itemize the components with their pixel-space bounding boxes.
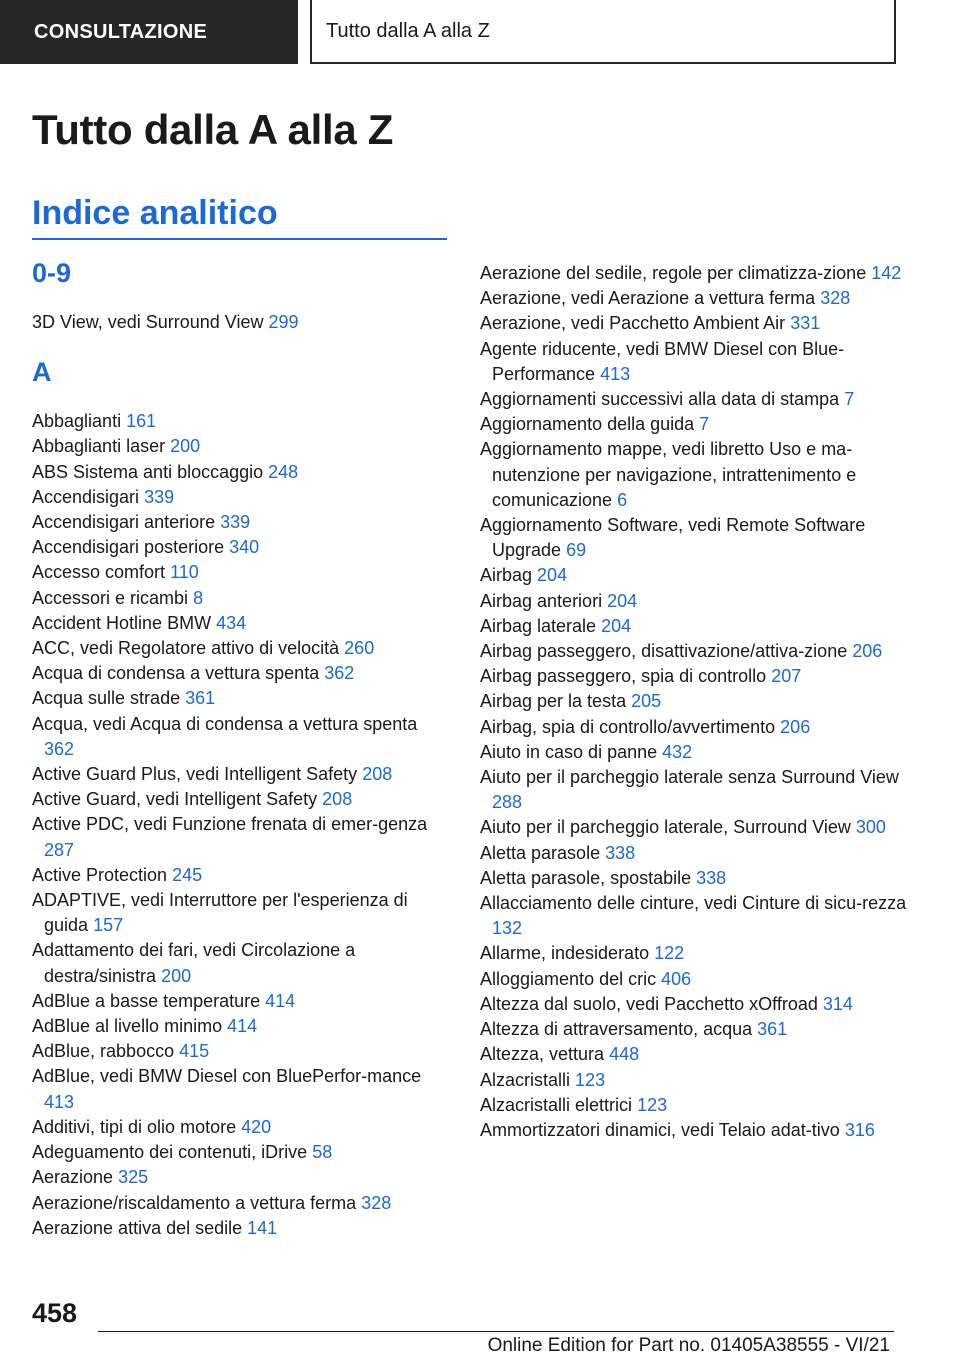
index-entry bbox=[480, 1093, 920, 1118]
page-reference-link[interactable]: 110 bbox=[170, 562, 199, 583]
index-entry-text: Active Guard Plus, vedi Intelligent Safety bbox=[32, 764, 358, 785]
index-entry bbox=[32, 535, 452, 560]
index-entry bbox=[480, 1068, 920, 1093]
index-entry-text: Active Protection bbox=[32, 864, 168, 885]
index-entry bbox=[480, 286, 920, 311]
index-entry-text: 3D View, vedi Surround View bbox=[32, 312, 264, 332]
index-entry bbox=[32, 1191, 452, 1216]
page-reference-link[interactable]: 287 bbox=[44, 839, 75, 860]
page-reference-link[interactable]: 69 bbox=[566, 540, 587, 561]
edition-text: Online Edition for Part no. 01405A38555 - VI/21 bbox=[487, 1335, 890, 1356]
page-reference-link[interactable]: 362 bbox=[44, 738, 75, 759]
index-entry bbox=[480, 513, 920, 563]
page-reference-link[interactable]: 248 bbox=[268, 461, 299, 482]
page-reference-link[interactable]: 132 bbox=[492, 918, 523, 939]
index-letter-heading: 0-9 bbox=[32, 258, 72, 288]
index-entry bbox=[32, 1014, 452, 1039]
index-entry-text: Aerazione bbox=[32, 1167, 114, 1188]
index-entry bbox=[32, 409, 452, 434]
index-entry bbox=[480, 639, 920, 664]
index-entry-text: Altezza di attraversamento, acqua bbox=[480, 1019, 753, 1040]
chapter-label: Tutto dalla A alla Z bbox=[326, 19, 490, 42]
index-entry-text: Aiuto in caso di panne bbox=[480, 741, 658, 762]
index-column-right bbox=[480, 261, 920, 1143]
index-entry bbox=[32, 1115, 452, 1140]
page-reference-link[interactable]: 300 bbox=[855, 817, 886, 838]
index-entry bbox=[480, 437, 920, 513]
index-entry-text: Airbag, spia di controllo/avvertimento bbox=[480, 716, 776, 737]
page-reference-link[interactable]: 208 bbox=[322, 789, 353, 810]
index-entry-text: Acqua di condensa a vettura spenta bbox=[32, 663, 320, 684]
index-entry-text: Airbag bbox=[480, 565, 533, 586]
index-entry-text: Aggiornamento Software, vedi Remote Software Upgrade bbox=[480, 515, 866, 561]
index-entry bbox=[480, 1118, 920, 1143]
index-entry-text: Active PDC, vedi Funzione frenata di emer‐genza bbox=[32, 814, 428, 835]
page-reference-link[interactable]: 361 bbox=[757, 1019, 788, 1040]
index-entry bbox=[32, 787, 452, 812]
index-entry bbox=[32, 1039, 452, 1064]
page-header bbox=[0, 0, 960, 66]
index-column-left bbox=[32, 258, 452, 1241]
index-entry-text: Aletta parasole, spostabile bbox=[480, 867, 692, 888]
index-entry bbox=[480, 664, 920, 689]
index-letter-heading: A bbox=[32, 357, 52, 388]
index-entry-text: Accident Hotline BMW bbox=[32, 612, 212, 633]
index-entry-text: Alloggiamento del cric bbox=[480, 968, 657, 989]
page-reference-link[interactable]: 245 bbox=[172, 864, 203, 885]
page-reference-link[interactable]: 7 bbox=[844, 389, 855, 410]
index-entry-text: Accendisigari bbox=[32, 486, 140, 507]
index-entry bbox=[480, 337, 920, 387]
index-entry bbox=[480, 563, 920, 588]
page-reference-link[interactable]: 299 bbox=[268, 312, 299, 332]
index-entry-text: Aiuto per il parcheggio laterale, Surround View bbox=[480, 817, 851, 838]
page-reference-link[interactable]: 206 bbox=[852, 641, 883, 662]
index-entry bbox=[32, 762, 452, 787]
page-reference-link[interactable]: 338 bbox=[696, 867, 727, 888]
index-entry-text: AdBlue a basse temperature bbox=[32, 990, 261, 1011]
index-entry bbox=[32, 1165, 452, 1190]
index-entry-text: Aiuto per il parcheggio laterale senza Surround View bbox=[480, 767, 899, 788]
page-reference-link[interactable]: 157 bbox=[93, 915, 124, 936]
page-reference-link[interactable]: 208 bbox=[362, 764, 393, 785]
index-entry-text: Aerazione, vedi Pacchetto Ambient Air bbox=[480, 313, 786, 334]
index-entry-text: Aerazione attiva del sedile bbox=[32, 1217, 243, 1238]
index-entry bbox=[480, 841, 920, 866]
index-entry bbox=[480, 589, 920, 614]
index-entry-text: Active Guard, vedi Intelligent Safety bbox=[32, 789, 318, 810]
index-entry-text: Alzacristalli elettrici bbox=[480, 1094, 633, 1115]
page-reference-link[interactable]: 288 bbox=[492, 792, 523, 813]
page-reference-link[interactable]: 161 bbox=[126, 411, 157, 432]
page-reference-link[interactable]: 434 bbox=[216, 612, 247, 633]
page-reference-link[interactable]: 362 bbox=[324, 663, 355, 684]
page-reference-link[interactable]: 328 bbox=[361, 1192, 392, 1213]
section-label: CONSULTAZIONE bbox=[34, 20, 208, 43]
page-reference-link[interactable]: 338 bbox=[605, 842, 636, 863]
index-entry bbox=[32, 434, 452, 459]
page-reference-link[interactable]: 58 bbox=[312, 1142, 333, 1163]
page-reference-link[interactable]: 142 bbox=[871, 263, 902, 283]
index-entry-text: Altezza, vettura bbox=[480, 1044, 605, 1065]
page-reference-link[interactable]: 325 bbox=[118, 1167, 149, 1188]
index-entry-text: Abbaglianti bbox=[32, 411, 122, 432]
page-reference-link[interactable]: 123 bbox=[637, 1094, 668, 1115]
index-entry-text: Airbag passeggero, disattivazione/attiva‐zione bbox=[480, 641, 848, 662]
page-reference-link[interactable]: 316 bbox=[844, 1119, 875, 1140]
index-entry-text: Accendisigari anteriore bbox=[32, 512, 216, 533]
page-reference-link[interactable]: 420 bbox=[241, 1116, 272, 1137]
index-entry bbox=[32, 661, 452, 686]
page-reference-link[interactable]: 339 bbox=[144, 486, 175, 507]
page-reference-link[interactable]: 415 bbox=[179, 1041, 210, 1062]
index-entry-text: Aggiornamento mappe, vedi libretto Uso e ma‐nutenzione per navigazione, intrattenimento e comunicazione bbox=[480, 439, 857, 510]
page-reference-link[interactable]: 339 bbox=[220, 512, 251, 533]
index-entry bbox=[480, 1017, 920, 1042]
page-number: 458 bbox=[32, 1298, 78, 1328]
index-entry-text: Agente riducente, vedi BMW Diesel con Blue‐Performance bbox=[480, 338, 845, 384]
index-entry-text: Acqua sulle strade bbox=[32, 688, 181, 709]
index-entry bbox=[480, 941, 920, 966]
page-reference-link[interactable]: 448 bbox=[609, 1044, 640, 1065]
index-entry bbox=[32, 989, 452, 1014]
page-reference-link[interactable]: 413 bbox=[600, 363, 631, 384]
index-entry-text: AdBlue, rabbocco bbox=[32, 1041, 175, 1062]
page-reference-link[interactable]: 7 bbox=[699, 414, 710, 435]
index-entry bbox=[32, 812, 452, 862]
index-entry bbox=[480, 891, 920, 941]
index-entry bbox=[32, 310, 452, 335]
index-entry-text: Abbaglianti laser bbox=[32, 436, 166, 457]
page-reference-link[interactable]: 6 bbox=[617, 489, 628, 510]
index-entry bbox=[480, 387, 920, 412]
index-entry bbox=[32, 1216, 452, 1241]
footer-divider bbox=[98, 1331, 894, 1332]
index-entry-text: Allarme, indesiderato bbox=[480, 943, 650, 964]
page-reference-link[interactable]: 314 bbox=[822, 993, 853, 1014]
index-entry-text: Airbag anteriori bbox=[480, 590, 603, 611]
index-entry bbox=[480, 614, 920, 639]
section-subtitle: Indice analitico bbox=[32, 194, 278, 232]
page-reference-link[interactable]: 141 bbox=[247, 1217, 278, 1238]
index-entry-text: Aggiornamento della guida bbox=[480, 414, 695, 435]
page-reference-link[interactable]: 207 bbox=[771, 666, 802, 687]
index-entry-text: Aerazione/riscaldamento a vettura ferma bbox=[32, 1192, 357, 1213]
page-reference-link[interactable]: 414 bbox=[265, 990, 296, 1011]
page-reference-link[interactable]: 206 bbox=[780, 716, 811, 737]
page-reference-link[interactable]: 361 bbox=[185, 688, 216, 709]
index-entry bbox=[32, 460, 452, 485]
index-entry bbox=[32, 636, 452, 661]
index-entry bbox=[32, 1140, 452, 1165]
page-title: Tutto dalla A alla Z bbox=[32, 106, 394, 153]
index-entry-text: ACC, vedi Regolatore attivo di velocità bbox=[32, 638, 340, 659]
index-entry-text: Accesso comfort bbox=[32, 562, 166, 583]
subtitle-divider bbox=[32, 238, 447, 240]
index-entry-text: Aerazione, vedi Aerazione a vettura ferma bbox=[480, 288, 816, 309]
index-entry bbox=[32, 712, 452, 762]
index-entry-text: Accessori e ricambi bbox=[32, 587, 189, 608]
index-entry-text: Airbag per la testa bbox=[480, 691, 627, 712]
page-reference-link[interactable]: 432 bbox=[662, 741, 693, 762]
index-entry-text: Adeguamento dei contenuti, iDrive bbox=[32, 1142, 308, 1163]
page-reference-link[interactable]: 413 bbox=[44, 1091, 75, 1112]
index-entry bbox=[32, 938, 452, 988]
index-entry bbox=[480, 689, 920, 714]
index-entry-text: Acqua, vedi Acqua di condensa a vettura spenta bbox=[32, 713, 418, 734]
index-entry-text: AdBlue al livello minimo bbox=[32, 1016, 223, 1037]
index-entry-text: ADAPTIVE, vedi Interruttore per l'esperienza di guida bbox=[32, 890, 408, 936]
index-entry-text: Adattamento dei fari, vedi Circolazione a destra/sinistra bbox=[32, 940, 356, 986]
page-reference-link[interactable]: 200 bbox=[161, 965, 192, 986]
index-entry bbox=[32, 611, 452, 636]
index-entry bbox=[480, 815, 920, 840]
index-entry-text: Ammortizzatori dinamici, vedi Telaio adat‐tivo bbox=[480, 1119, 840, 1140]
index-entry bbox=[480, 715, 920, 740]
page-reference-link[interactable]: 204 bbox=[601, 615, 632, 636]
index-entry-text: Allacciamento delle cinture, vedi Cinture di sicu‐rezza bbox=[480, 893, 907, 914]
index-entry-text: Alzacristalli bbox=[480, 1069, 571, 1090]
index-entry-text: Altezza dal suolo, vedi Pacchetto xOffroad bbox=[480, 993, 818, 1014]
index-entry bbox=[32, 510, 452, 535]
index-entry-text: Additivi, tipi di olio motore bbox=[32, 1116, 237, 1137]
index-entry bbox=[480, 1042, 920, 1067]
index-entry bbox=[32, 560, 452, 585]
page-reference-link[interactable]: 414 bbox=[227, 1016, 258, 1037]
index-entry bbox=[480, 765, 920, 815]
index-entry bbox=[32, 888, 452, 938]
page-reference-link[interactable]: 204 bbox=[537, 565, 568, 586]
index-entry bbox=[480, 967, 920, 992]
index-entry-text: Aerazione del sedile, regole per climatizza‐zione bbox=[480, 263, 867, 283]
index-entry bbox=[480, 992, 920, 1017]
index-entry bbox=[32, 586, 452, 611]
index-entry bbox=[480, 866, 920, 891]
page-reference-link[interactable]: 122 bbox=[654, 943, 685, 964]
index-entry bbox=[480, 261, 920, 286]
page-reference-link[interactable]: 204 bbox=[607, 590, 638, 611]
chapter-tab bbox=[310, 0, 896, 64]
section-tab bbox=[0, 0, 298, 64]
index-entry-text: Airbag passeggero, spia di controllo bbox=[480, 666, 767, 687]
index-entry-text: AdBlue, vedi BMW Diesel con BluePerfor‐mance bbox=[32, 1066, 422, 1087]
page-reference-link[interactable]: 8 bbox=[193, 587, 204, 608]
page-reference-link[interactable]: 260 bbox=[344, 638, 375, 659]
page-reference-link[interactable]: 205 bbox=[631, 691, 662, 712]
page-reference-link[interactable]: 328 bbox=[820, 288, 851, 309]
index-entry-text: Accendisigari posteriore bbox=[32, 537, 225, 558]
index-entry-text: ABS Sistema anti bloccaggio bbox=[32, 461, 264, 482]
page-reference-link[interactable]: 406 bbox=[661, 968, 692, 989]
page-reference-link[interactable]: 123 bbox=[575, 1069, 606, 1090]
page-reference-link[interactable]: 200 bbox=[170, 436, 201, 457]
index-entry bbox=[32, 863, 452, 888]
index-entry bbox=[32, 1064, 452, 1114]
index-entry bbox=[32, 686, 452, 711]
page-reference-link[interactable]: 340 bbox=[229, 537, 260, 558]
index-entry-text: Aggiornamenti successivi alla data di stampa bbox=[480, 389, 840, 410]
index-entry bbox=[32, 485, 452, 510]
page-reference-link[interactable]: 331 bbox=[790, 313, 821, 334]
index-entry-text: Aletta parasole bbox=[480, 842, 601, 863]
index-entry bbox=[480, 740, 920, 765]
index-entry bbox=[480, 412, 920, 437]
index-entry bbox=[480, 311, 920, 336]
index-entry-text: Airbag laterale bbox=[480, 615, 597, 636]
